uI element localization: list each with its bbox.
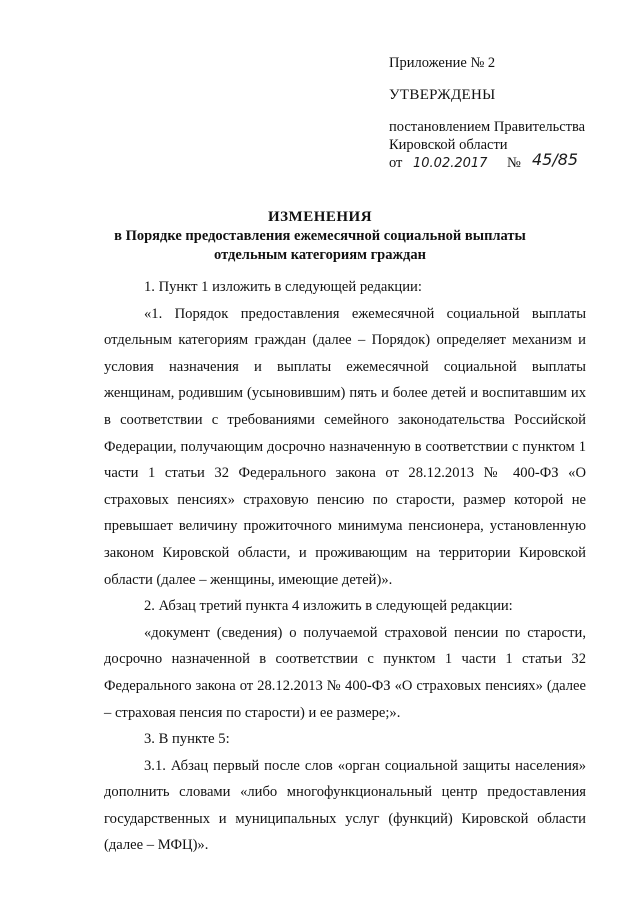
paragraph-4: «документ (сведения) о получаемой страховой пенсии по старости, досрочно назначенной в соответствии с пунктом 1 части 1 статьи 32 Федерального закона от 28.12.2013 № 400-ФЗ «О страховых пенсиях» (далее – страховая пенсия по старости) и ее размере;». (104, 624, 586, 721)
handwritten-number: 45/85 (532, 150, 579, 169)
document-body (104, 274, 586, 859)
handwritten-date: 10.02.2017 (413, 156, 488, 171)
title-line-2: в Порядке предоставления ежемесячной социальной выплаты (114, 228, 526, 244)
paragraph-3: 2. Абзац третий пункта 4 изложить в следующей редакции: (144, 598, 513, 615)
approval-line-2: Кировской области (389, 137, 508, 153)
paragraph-2: «1. Порядок предоставления ежемесячной социальной выплаты отдельным категориям граждан (далее – Порядок) определяет механизм и условия назначения и выплаты ежемесячной социальной выплаты женщинам, родившим (усыновившим) пять и более детей и воспитавшим их в соответствии с требованиями семейного законодательства Российской Федерации, получающим досрочно назначенную в соответствии с пунктом 1 части 1 статьи 32 Федерального закона от 28.12.2013 № 400-ФЗ «О страховых пенсиях» страховую пенсию по старости, размер которой не превышает величину прожиточного минимума пенсионера, установленную законом Кировской области, и проживающим на территории Кировской области (далее – женщины, имеющие детей)». (104, 305, 586, 588)
approved-heading: УТВЕРЖДЕНЫ (389, 87, 496, 103)
document-title (0, 208, 640, 265)
approval-line-1: постановлением Правительства (389, 119, 586, 135)
title-line-1: ИЗМЕНЕНИЯ (267, 209, 373, 225)
approval-block (389, 54, 629, 174)
from-label: от (389, 155, 403, 171)
title-line-3: отдельным категориям граждан (214, 247, 426, 263)
paragraph-5: 3. В пункте 5: (144, 731, 230, 748)
approval-date-row (389, 150, 629, 174)
appendix-label: Приложение № 2 (389, 55, 496, 71)
paragraph-1: 1. Пункт 1 изложить в следующей редакции: (144, 279, 422, 295)
number-sign: № (507, 155, 521, 171)
paragraph-6: 3.1. Абзац первый после слов «орган социальной защиты населения» дополнить словами «либо многофункциональный центр предоставления государственных и муниципальных услуг (функций) Кировской области (далее – МФЦ)». (104, 757, 586, 854)
